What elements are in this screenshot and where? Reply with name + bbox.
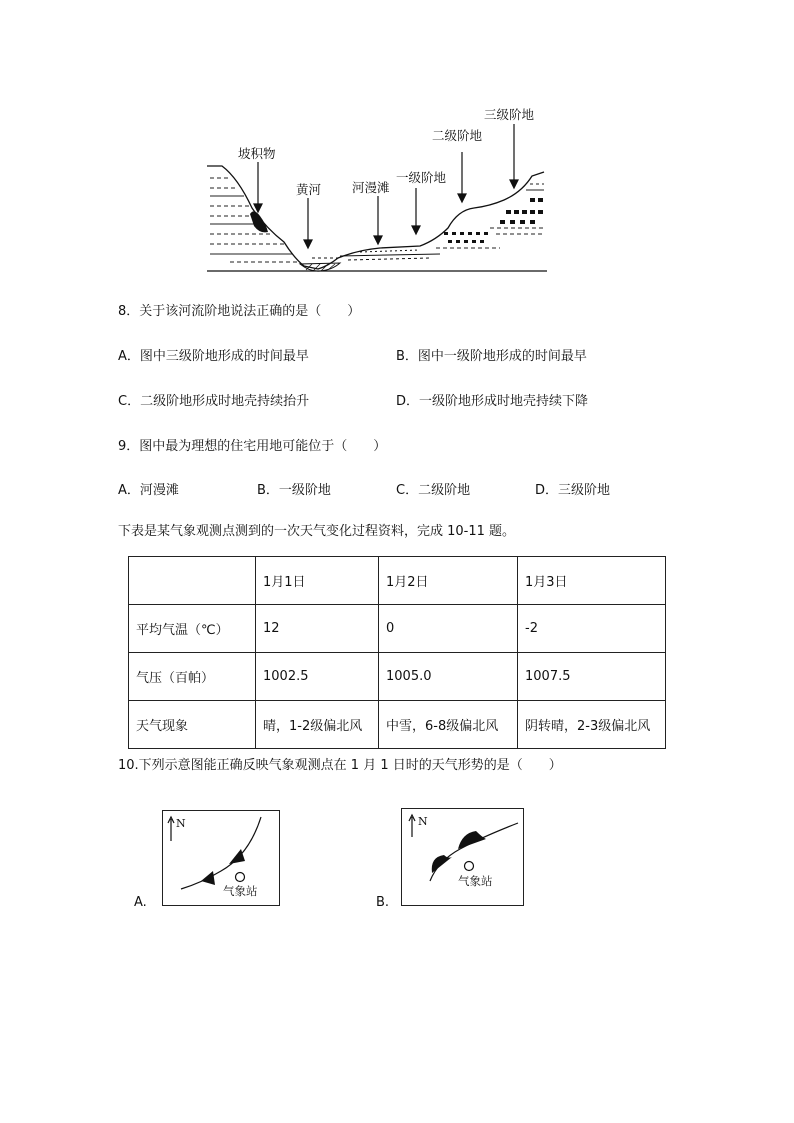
terrace-figure bbox=[200, 100, 560, 280]
table-cell: 阴转晴，2-3级偏北风 bbox=[518, 701, 666, 749]
table-header-cell: 1月1日 bbox=[256, 557, 379, 605]
q8-option-d[interactable]: D．一级阶地形成时地壳持续下降 bbox=[396, 394, 589, 409]
q9-option-d[interactable]: D．三级阶地 bbox=[535, 483, 611, 498]
table-cell: 12 bbox=[256, 605, 379, 653]
label-terrace-1: 一级阶地 bbox=[396, 170, 447, 185]
table-row-label: 平均气温（℃） bbox=[129, 605, 256, 653]
station-label: 气象站 bbox=[223, 884, 258, 898]
table-cell: 1002.5 bbox=[256, 653, 379, 701]
table-header-row bbox=[129, 557, 666, 605]
table-cell: -2 bbox=[518, 605, 666, 653]
station-icon bbox=[236, 873, 245, 882]
table-header-cell: 1月2日 bbox=[379, 557, 518, 605]
north-label: N bbox=[418, 815, 428, 828]
label-terrace-3: 三级阶地 bbox=[484, 107, 535, 122]
table-cell: 中雪，6-8级偏北风 bbox=[379, 701, 518, 749]
q9-option-b[interactable]: B．一级阶地 bbox=[257, 483, 331, 498]
q9-stem: 9．图中最为理想的住宅用地可能位于（ ） bbox=[118, 439, 387, 454]
q10-option-b-diagram[interactable] bbox=[401, 808, 524, 906]
label-terrace-2: 二级阶地 bbox=[432, 128, 483, 143]
intro-text: 下表是某气象观测点测到的一次天气变化过程资料，完成 10-11 题。 bbox=[118, 524, 516, 539]
table-header-cell: 1月3日 bbox=[518, 557, 666, 605]
table-cell bbox=[129, 557, 256, 605]
station-icon bbox=[465, 862, 474, 871]
label-colluvium: 坡积物 bbox=[238, 146, 276, 161]
station-label: 气象站 bbox=[458, 874, 493, 888]
warm-front-semicircle-icon bbox=[458, 831, 486, 849]
cold-front-triangle-icon bbox=[201, 871, 215, 885]
front-line bbox=[181, 817, 261, 889]
table-cell: 晴，1-2级偏北风 bbox=[256, 701, 379, 749]
table-row-label: 天气现象 bbox=[129, 701, 256, 749]
warm-front-semicircle-icon bbox=[432, 855, 452, 873]
q9-option-a[interactable]: A．河漫滩 bbox=[118, 483, 179, 498]
table-row bbox=[129, 605, 666, 653]
q10-stem: 10.下列示意图能正确反映气象观测点在 1 月 1 日时的天气形势的是（ ） bbox=[118, 758, 562, 773]
cold-front-triangle-icon bbox=[229, 849, 245, 864]
q9-option-c[interactable]: C．二级阶地 bbox=[396, 483, 471, 498]
table-row bbox=[129, 653, 666, 701]
q10-option-a-label[interactable]: A. bbox=[134, 895, 147, 910]
q8-option-c[interactable]: C．二级阶地形成时地壳持续抬升 bbox=[118, 394, 310, 409]
label-floodplain: 河漫滩 bbox=[352, 180, 390, 195]
table-row-label: 气压（百帕） bbox=[129, 653, 256, 701]
q10-option-b-label[interactable]: B. bbox=[376, 895, 390, 910]
label-yellow-river: 黄河 bbox=[296, 182, 322, 197]
table-cell: 1007.5 bbox=[518, 653, 666, 701]
north-label: N bbox=[176, 817, 186, 830]
table-cell: 0 bbox=[379, 605, 518, 653]
table-cell: 1005.0 bbox=[379, 653, 518, 701]
q10-option-a-diagram[interactable] bbox=[162, 810, 280, 906]
weather-table bbox=[128, 556, 666, 749]
q8-option-b[interactable]: B．图中一级阶地形成的时间最早 bbox=[396, 349, 587, 364]
table-row bbox=[129, 701, 666, 749]
q8-option-a[interactable]: A．图中三级阶地形成的时间最早 bbox=[118, 349, 309, 364]
q8-stem: 8．关于该河流阶地说法正确的是（ ） bbox=[118, 304, 361, 319]
